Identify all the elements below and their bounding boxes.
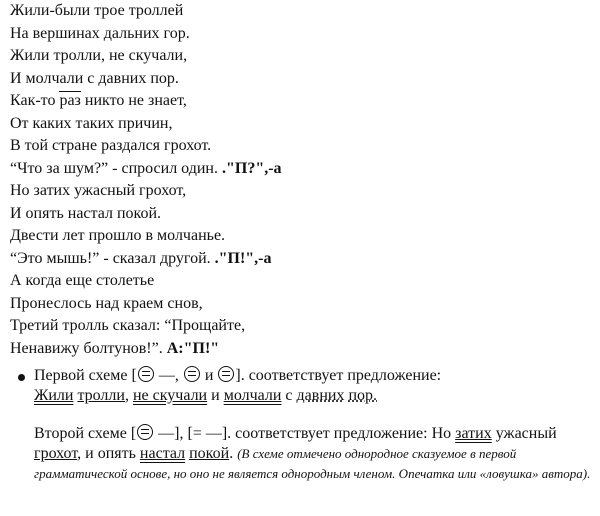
bullet-icon bbox=[18, 374, 25, 381]
predicate-word: не скучали bbox=[132, 387, 208, 404]
subject-circle-icon bbox=[137, 424, 153, 440]
text: и bbox=[200, 367, 218, 384]
schemes-list bbox=[34, 366, 594, 484]
text: , bbox=[124, 387, 133, 404]
text: —, bbox=[154, 367, 183, 384]
poem-line: Пронеслось над краем снов, bbox=[10, 294, 203, 312]
text: и bbox=[207, 387, 224, 404]
stressed-word bbox=[59, 90, 80, 113]
poem-line: Третий тролль сказал: “Прощайте, bbox=[10, 317, 246, 334]
stress-mark-icon bbox=[59, 91, 80, 92]
poem-line bbox=[10, 90, 282, 113]
punctuation-scheme: А:"П!" bbox=[166, 339, 220, 357]
stressed-text: раз bbox=[59, 92, 81, 109]
punctuation-scheme: ."П!",-а bbox=[214, 249, 272, 267]
text: —], [= —]. соответствует предложение: Но bbox=[154, 425, 456, 442]
text: . bbox=[229, 445, 238, 462]
text: ]. соответствует предложение: bbox=[235, 367, 442, 384]
poem-text: “Что за шум?” - спросил один. bbox=[10, 159, 222, 177]
author-note: (В схеме отмечено однородное сказуемое в первой грамматической основе, но оно не является однородным членом. Опечатка или «ловушка» автора). bbox=[34, 446, 591, 481]
poem-line: От каких таких причин, bbox=[10, 114, 173, 132]
poem-line: Двести лет прошло в молчанье. bbox=[10, 227, 226, 244]
poem-text: Как-то bbox=[10, 92, 60, 109]
subject-circle-icon bbox=[218, 366, 234, 382]
poem-line: На вершинах дальних гор. bbox=[10, 24, 190, 42]
subject-circle-icon bbox=[184, 366, 200, 382]
poem-line bbox=[10, 338, 282, 361]
predicate-word: молчали bbox=[223, 387, 282, 404]
predicate-word: затих bbox=[455, 425, 492, 442]
adverbial-word: давних bbox=[296, 387, 345, 404]
predicate-word: настал bbox=[139, 445, 186, 462]
poem-line: Но затих ужасный грохот, bbox=[10, 182, 187, 199]
poem-line: Жили тролли, не скучали, bbox=[10, 47, 188, 64]
poem-line: И опять настал покой. bbox=[10, 204, 162, 222]
scheme-2-paragraph bbox=[34, 424, 594, 484]
text: Второй схеме [ bbox=[34, 425, 137, 442]
poem-line bbox=[10, 248, 282, 271]
poem-text: “Это мышь!” - сказал другой. bbox=[10, 249, 215, 267]
punctuation-scheme: ."П?",-а bbox=[221, 159, 282, 177]
poem-line: А когда еще столетье bbox=[10, 272, 155, 289]
subject-circle-icon bbox=[138, 366, 154, 382]
adverbial-word: пор. bbox=[348, 387, 378, 404]
poem-line: Жили-были трое троллей bbox=[10, 2, 184, 19]
subject-word: покой bbox=[189, 445, 230, 462]
poem-text: Ненавижу болтунов!”. bbox=[10, 339, 167, 357]
scheme-1-paragraph bbox=[34, 366, 594, 406]
subject-word: тролли bbox=[77, 387, 125, 404]
poem-text: никто не знает, bbox=[80, 92, 187, 109]
text: ужасный bbox=[495, 425, 557, 442]
text: , и опять bbox=[77, 445, 140, 462]
poem bbox=[10, 0, 282, 360]
predicate-word: Жили bbox=[34, 387, 74, 404]
poem-line: В той стране раздался грохот. bbox=[10, 137, 212, 154]
poem-line bbox=[10, 158, 282, 181]
text: Первой схеме [ bbox=[34, 367, 137, 384]
subject-word: грохот bbox=[34, 445, 78, 462]
poem-line: И молчали с давних пор. bbox=[10, 69, 179, 87]
text: с bbox=[281, 387, 297, 404]
